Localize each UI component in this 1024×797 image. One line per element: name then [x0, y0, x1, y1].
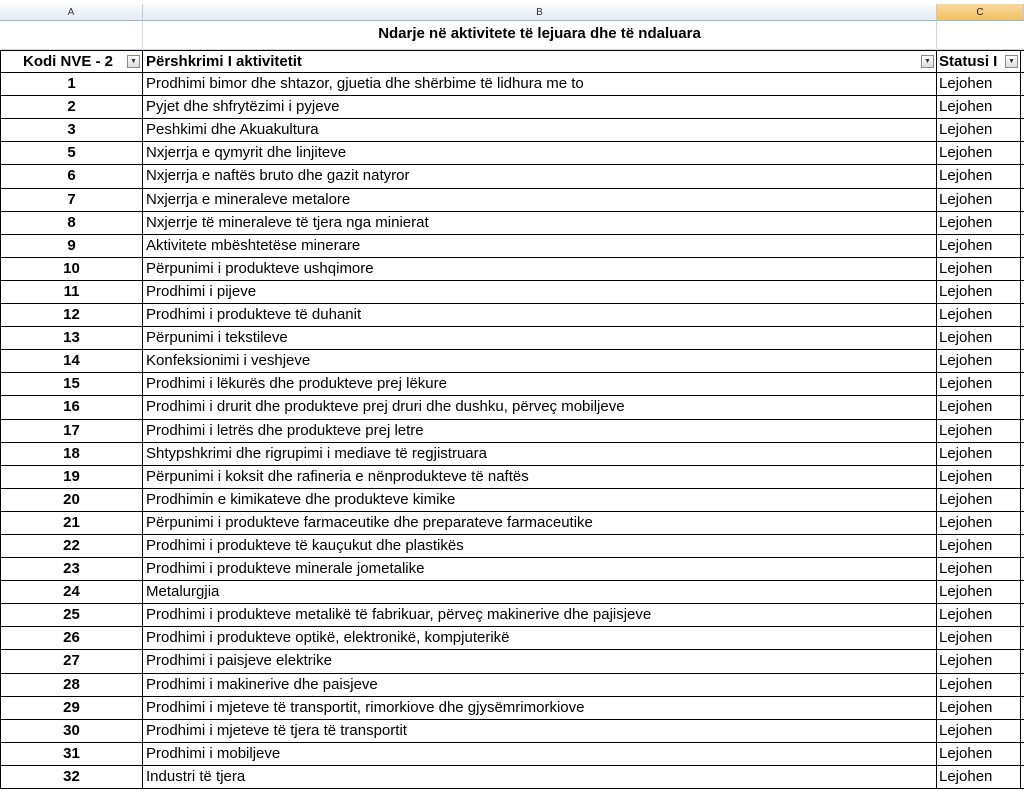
status-cell[interactable]: Lejohen	[937, 212, 1021, 234]
table-row	[0, 96, 1024, 119]
code-cell[interactable]: 25	[0, 604, 143, 626]
status-cell[interactable]: Lejohen	[937, 627, 1021, 649]
description-cell[interactable]: Prodhimi i mjeteve të tjera të transportit	[143, 720, 937, 742]
table-row	[0, 512, 1024, 535]
status-cell[interactable]: Lejohen	[937, 604, 1021, 626]
header-status-cell[interactable]	[937, 51, 1021, 72]
code-cell[interactable]: 8	[0, 212, 143, 234]
code-cell[interactable]: 13	[0, 327, 143, 349]
column-header-a[interactable]: A	[0, 4, 143, 21]
filter-dropdown-icon[interactable]: ▼	[127, 55, 140, 68]
description-cell[interactable]: Prodhimi i mjeteve të transportit, rimorkiove dhe gjysëmrimorkiove	[143, 697, 937, 719]
table-row	[0, 327, 1024, 350]
description-cell[interactable]: Aktivitete mbështetëse minerare	[143, 235, 937, 257]
description-cell[interactable]: Prodhimi i produkteve minerale jometalike	[143, 558, 937, 580]
status-cell[interactable]: Lejohen	[937, 650, 1021, 672]
description-cell[interactable]: Përpunimi i koksit dhe rafineria e nënprodukteve të naftës	[143, 466, 937, 488]
status-cell[interactable]: Lejohen	[937, 535, 1021, 557]
spreadsheet-grid	[0, 21, 1024, 789]
column-header-c[interactable]: C	[937, 4, 1024, 21]
table-row	[0, 304, 1024, 327]
code-cell[interactable]: 10	[0, 258, 143, 280]
table-row	[0, 258, 1024, 281]
status-cell[interactable]: Lejohen	[937, 281, 1021, 303]
table-row	[0, 281, 1024, 304]
sheet-title[interactable]: Ndarje në aktivitete të lejuara dhe të ndaluara	[143, 21, 937, 49]
description-cell[interactable]: Nxjerrja e qymyrit dhe linjiteve	[143, 142, 937, 164]
code-cell[interactable]: 30	[0, 720, 143, 742]
description-cell[interactable]: Prodhimi bimor dhe shtazor, gjuetia dhe shërbime të lidhura me to	[143, 73, 937, 95]
code-cell[interactable]: 11	[0, 281, 143, 303]
table-row	[0, 396, 1024, 419]
code-cell[interactable]: 27	[0, 650, 143, 672]
title-row	[0, 21, 1024, 50]
status-cell[interactable]: Lejohen	[937, 235, 1021, 257]
code-cell[interactable]: 5	[0, 142, 143, 164]
status-cell[interactable]: Lejohen	[937, 743, 1021, 765]
code-cell[interactable]: 3	[0, 119, 143, 141]
code-cell[interactable]: 23	[0, 558, 143, 580]
description-cell[interactable]: Prodhimi i produkteve metalikë të fabrikuar, përveç makinerive dhe pajisjeve	[143, 604, 937, 626]
table-row	[0, 235, 1024, 258]
table-row	[0, 165, 1024, 188]
code-cell[interactable]: 19	[0, 466, 143, 488]
status-cell[interactable]: Lejohen	[937, 350, 1021, 372]
description-cell[interactable]: Nxjerrja e naftës bruto dhe gazit natyror	[143, 165, 937, 187]
code-cell[interactable]: 18	[0, 443, 143, 465]
table-row	[0, 142, 1024, 165]
status-cell[interactable]: Lejohen	[937, 327, 1021, 349]
description-cell[interactable]: Prodhimin e kimikateve dhe produkteve kimike	[143, 489, 937, 511]
code-cell[interactable]: 31	[0, 743, 143, 765]
status-cell[interactable]: Lejohen	[937, 165, 1021, 187]
status-cell[interactable]: Lejohen	[937, 73, 1021, 95]
code-cell[interactable]: 29	[0, 697, 143, 719]
description-cell[interactable]: Përpunimi i produkteve farmaceutike dhe preparateve farmaceutike	[143, 512, 937, 534]
description-cell[interactable]: Prodhimi i produkteve të duhanit	[143, 304, 937, 326]
table-row	[0, 535, 1024, 558]
description-cell[interactable]: Shtypshkrimi dhe rigrupimi i mediave të regjistruara	[143, 443, 937, 465]
status-cell[interactable]: Lejohen	[937, 466, 1021, 488]
column-headers	[0, 4, 1024, 21]
description-cell[interactable]: Përpunimi i tekstileve	[143, 327, 937, 349]
status-cell[interactable]: Lejohen	[937, 420, 1021, 442]
code-cell[interactable]: 20	[0, 489, 143, 511]
code-cell[interactable]: 6	[0, 165, 143, 187]
code-cell[interactable]: 24	[0, 581, 143, 603]
description-cell[interactable]: Prodhimi i paisjeve elektrike	[143, 650, 937, 672]
code-cell[interactable]: 26	[0, 627, 143, 649]
header-description-label: Përshkrimi I aktivitetit	[146, 53, 302, 70]
table-row	[0, 743, 1024, 766]
table-row	[0, 73, 1024, 96]
table-row	[0, 466, 1024, 489]
table-row	[0, 697, 1024, 720]
table-row	[0, 604, 1024, 627]
status-cell[interactable]: Lejohen	[937, 697, 1021, 719]
table-row	[0, 350, 1024, 373]
table-row	[0, 212, 1024, 235]
code-cell[interactable]: 1	[0, 73, 143, 95]
table-row	[0, 650, 1024, 673]
description-cell[interactable]: Prodhimi i pijeve	[143, 281, 937, 303]
table-row	[0, 373, 1024, 396]
description-cell[interactable]: Prodhimi i lëkurës dhe produkteve prej lëkure	[143, 373, 937, 395]
status-cell[interactable]: Lejohen	[937, 258, 1021, 280]
code-cell[interactable]: 32	[0, 766, 143, 788]
code-cell[interactable]: 14	[0, 350, 143, 372]
table-header-row	[0, 50, 1024, 73]
table-row	[0, 720, 1024, 743]
code-cell[interactable]: 22	[0, 535, 143, 557]
title-cell-a[interactable]	[0, 21, 143, 49]
filter-dropdown-icon[interactable]: ▼	[1005, 55, 1018, 68]
code-cell[interactable]: 15	[0, 373, 143, 395]
filter-dropdown-icon[interactable]: ▼	[921, 55, 934, 68]
description-cell[interactable]: Konfeksionimi i veshjeve	[143, 350, 937, 372]
description-cell[interactable]: Prodhimi i makinerive dhe paisjeve	[143, 674, 937, 696]
description-cell[interactable]: Nxjerrje të mineraleve të tjera nga minierat	[143, 212, 937, 234]
status-cell[interactable]: Lejohen	[937, 720, 1021, 742]
status-cell[interactable]: Lejohen	[937, 766, 1021, 788]
status-cell[interactable]: Lejohen	[937, 443, 1021, 465]
description-cell[interactable]: Prodhimi i produkteve të kauçukut dhe plastikës	[143, 535, 937, 557]
description-cell[interactable]: Prodhimi i drurit dhe produkteve prej druri dhe dushku, përveç mobiljeve	[143, 396, 937, 418]
table-row	[0, 443, 1024, 466]
description-cell[interactable]: Nxjerrja e mineraleve metalore	[143, 189, 937, 211]
header-code-cell[interactable]	[0, 51, 143, 72]
status-cell[interactable]: Lejohen	[937, 142, 1021, 164]
table-row	[0, 674, 1024, 697]
status-cell[interactable]: Lejohen	[937, 581, 1021, 603]
table-row	[0, 766, 1024, 789]
table-row	[0, 189, 1024, 212]
description-cell[interactable]: Industri të tjera	[143, 766, 937, 788]
code-cell[interactable]: 17	[0, 420, 143, 442]
description-cell[interactable]: Prodhimi i produkteve optikë, elektronikë, kompjuterikë	[143, 627, 937, 649]
table-row	[0, 558, 1024, 581]
status-cell[interactable]: Lejohen	[937, 119, 1021, 141]
code-cell[interactable]: 16	[0, 396, 143, 418]
status-cell[interactable]: Lejohen	[937, 96, 1021, 118]
description-cell[interactable]: Prodhimi i letrës dhe produkteve prej letre	[143, 420, 937, 442]
header-code-label: Kodi NVE - 2	[23, 53, 114, 70]
status-cell[interactable]: Lejohen	[937, 189, 1021, 211]
status-cell[interactable]: Lejohen	[937, 489, 1021, 511]
status-cell[interactable]: Lejohen	[937, 512, 1021, 534]
status-cell[interactable]: Lejohen	[937, 304, 1021, 326]
status-cell[interactable]: Lejohen	[937, 674, 1021, 696]
status-cell[interactable]: Lejohen	[937, 558, 1021, 580]
header-description-cell[interactable]	[143, 51, 937, 72]
code-cell[interactable]: 21	[0, 512, 143, 534]
code-cell[interactable]: 28	[0, 674, 143, 696]
table-row	[0, 420, 1024, 443]
table-row	[0, 581, 1024, 604]
column-header-b[interactable]: B	[143, 4, 937, 21]
description-cell[interactable]: Prodhimi i mobiljeve	[143, 743, 937, 765]
code-cell[interactable]: 7	[0, 189, 143, 211]
code-cell[interactable]: 9	[0, 235, 143, 257]
header-status-label: Statusi I	[939, 53, 998, 70]
title-cell-c[interactable]	[937, 21, 1024, 49]
description-cell[interactable]: Metalurgjia	[143, 581, 937, 603]
description-cell[interactable]: Peshkimi dhe Akuakultura	[143, 119, 937, 141]
description-cell[interactable]: Përpunimi i produkteve ushqimore	[143, 258, 937, 280]
status-cell[interactable]: Lejohen	[937, 373, 1021, 395]
code-cell[interactable]: 12	[0, 304, 143, 326]
status-cell[interactable]: Lejohen	[937, 396, 1021, 418]
code-cell[interactable]: 2	[0, 96, 143, 118]
description-cell[interactable]: Pyjet dhe shfrytëzimi i pyjeve	[143, 96, 937, 118]
table-row	[0, 627, 1024, 650]
table-row	[0, 489, 1024, 512]
table-body	[0, 73, 1024, 789]
table-row	[0, 119, 1024, 142]
